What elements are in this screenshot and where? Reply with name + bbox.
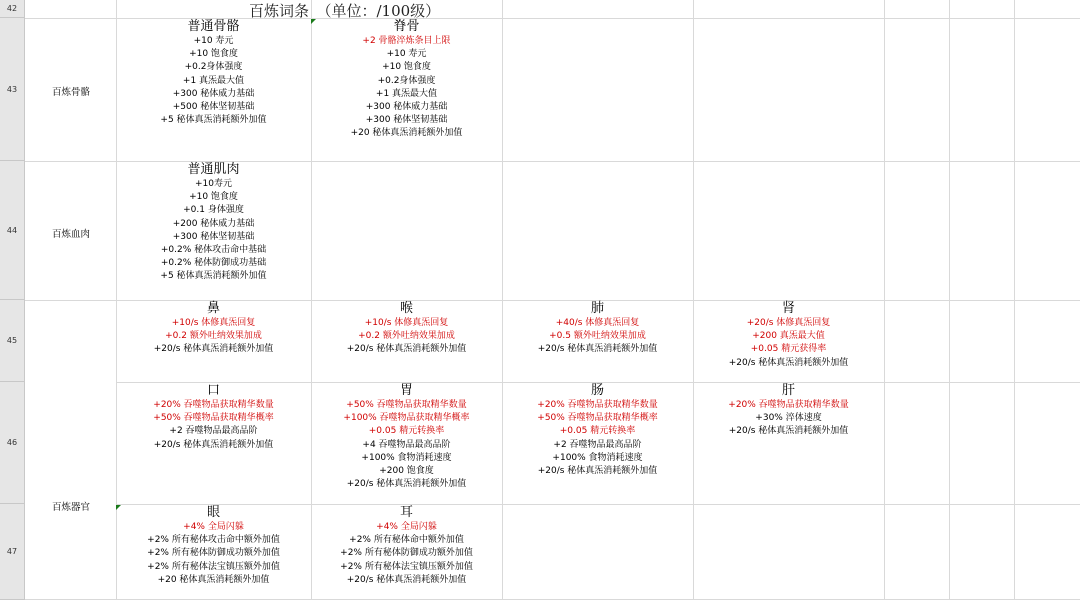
- cell-attribute-line: +4% 全局闪躲: [376, 522, 437, 532]
- cell-attribute-line: +300 秘体威力基础: [172, 88, 255, 99]
- cell-title: 肺: [590, 301, 604, 316]
- cell-normal-muscle[interactable]: [116, 162, 311, 284]
- cell-attribute-line: +300 秘体坚韧基础: [172, 231, 255, 242]
- cell-attribute-line: +2 吞噬物品最高品阶: [553, 439, 642, 450]
- cell-attribute-line: +1 真炁最大值: [182, 75, 245, 86]
- cell-attribute-line: +100% 食物消耗速度: [552, 452, 643, 463]
- cell-attribute-line: +2% 所有秘体法宝镇压额外加值: [340, 561, 473, 572]
- cell-attribute-line: +0.05 精元转换率: [559, 426, 636, 437]
- cell-lung[interactable]: [502, 301, 693, 357]
- cell-attribute-line: +0.2% 秘体防御成功基础: [160, 258, 267, 269]
- cell-intestine[interactable]: [502, 383, 693, 478]
- cell-attribute-line: +100% 食物消耗速度: [361, 452, 452, 463]
- cell-title: 胃: [399, 383, 413, 398]
- cell-attribute-line: +0.2 额外吐纳效果加成: [358, 331, 455, 342]
- cell-attribute-line: +20/s 秘体真炁消耗额外加值: [346, 574, 467, 585]
- cell-eye[interactable]: [116, 505, 311, 587]
- cell-attribute-line: +20 秘体真炁消耗额外加值: [350, 128, 463, 139]
- cell-title: 肝: [781, 383, 795, 398]
- cell-attribute-line: +20% 吞噬物品获取精华数量: [728, 400, 849, 410]
- cell-title: 鼻: [206, 301, 220, 316]
- cell-attribute-line: +0.2身体强度: [184, 62, 243, 73]
- cell-attribute-line: +10 饱食度: [189, 49, 238, 60]
- row-header-44[interactable]: 44: [0, 161, 25, 300]
- cell-title: 口: [206, 383, 220, 398]
- row-header-45[interactable]: 45: [0, 300, 25, 382]
- row-label-skeleton[interactable]: 百炼骨骼: [51, 87, 90, 98]
- cell-attribute-line: +20/s 秘体真炁消耗额外加值: [728, 426, 849, 437]
- cell-attribute-line: +0.05 精元获得率: [750, 344, 827, 355]
- row-label-flesh[interactable]: 百炼血肉: [51, 229, 90, 240]
- cell-attribute-line: +300 秘体威力基础: [365, 102, 448, 113]
- cell-attribute-line: +0.2 额外吐纳效果加成: [165, 331, 262, 342]
- cell-attribute-line: +2% 所有秘体命中额外加值: [349, 535, 464, 546]
- cell-stomach[interactable]: [311, 383, 502, 491]
- row-header-43[interactable]: 43: [0, 18, 25, 161]
- cell-attribute-line: +4% 全局闪躲: [183, 522, 244, 532]
- row-header-42[interactable]: 42: [0, 0, 25, 18]
- cell-attribute-line: +20/s 秘体真炁消耗额外加值: [346, 479, 467, 490]
- sheet-title[interactable]: 百炼词条 （单位：/100级）: [249, 2, 441, 20]
- cell-mouth[interactable]: [116, 383, 311, 452]
- cell-attribute-line: +20/s 秘体真炁消耗额外加值: [153, 439, 274, 450]
- cell-spine[interactable]: [311, 19, 502, 141]
- cell-throat[interactable]: [311, 301, 502, 357]
- cell-attribute-line: +50% 吞噬物品获取精华概率: [537, 413, 658, 424]
- cell-attribute-line: +50% 吞噬物品获取精华概率: [153, 413, 274, 424]
- cell-attribute-line: +20/s 秘体真炁消耗额外加值: [346, 344, 467, 355]
- cell-attribute-line: +5 秘体真炁消耗额外加值: [160, 115, 267, 126]
- cell-attribute-line: +50% 吞噬物品获取精华数量: [346, 400, 467, 410]
- cell-attribute-line: +10 饱食度: [382, 62, 431, 73]
- cell-attribute-line: +20% 吞噬物品获取精华数量: [153, 400, 274, 410]
- cell-kidney[interactable]: [693, 301, 884, 370]
- cell-attribute-line: +10 寿元: [193, 36, 234, 46]
- cell-attribute-line: +30% 淬体速度: [755, 413, 822, 424]
- cell-attribute-line: +200 真炁最大值: [752, 331, 825, 342]
- cell-attribute-line: +2 吞噬物品最高品阶: [169, 426, 258, 437]
- cell-attribute-line: +200 饱食度: [379, 466, 434, 477]
- cell-attribute-line: +0.2% 秘体攻击命中基础: [160, 245, 267, 256]
- cell-attribute-line: +10寿元: [195, 179, 232, 189]
- cell-attribute-line: +20/s 秘体真炁消耗额外加值: [537, 466, 658, 477]
- cell-attribute-line: +500 秘体坚韧基础: [172, 102, 255, 113]
- cell-attribute-line: +5 秘体真炁消耗额外加值: [160, 271, 267, 282]
- cell-normal-bone[interactable]: [116, 19, 311, 127]
- cell-attribute-line: +20/s 秘体真炁消耗额外加值: [153, 344, 274, 355]
- cell-attribute-line: +2% 所有秘体防御成功额外加值: [147, 548, 280, 559]
- cell-attribute-line: +2% 所有秘体攻击命中额外加值: [147, 535, 280, 546]
- cell-nose[interactable]: [116, 301, 311, 357]
- cell-attribute-line: +20/s 秘体真炁消耗额外加值: [537, 344, 658, 355]
- cell-title: 普通肌肉: [187, 162, 240, 177]
- cell-attribute-line: +1 真炁最大值: [375, 88, 438, 99]
- cell-attribute-line: +300 秘体坚韧基础: [365, 115, 448, 126]
- cell-attribute-line: +2% 所有秘体法宝镇压额外加值: [147, 561, 280, 572]
- row-header-46[interactable]: 46: [0, 382, 25, 504]
- cell-attribute-line: +0.5 额外吐纳效果加成: [549, 331, 646, 342]
- row-header-47[interactable]: 47: [0, 504, 25, 600]
- cell-attribute-line: +10 寿元: [386, 49, 427, 60]
- cell-attribute-line: +10/s 体修真炁回复: [171, 318, 256, 328]
- cell-attribute-line: +100% 吞噬物品获取精华概率: [343, 413, 470, 424]
- cell-attribute-line: +0.05 精元转换率: [368, 426, 445, 437]
- cell-title: 喉: [399, 301, 413, 316]
- cell-attribute-line: +4 吞噬物品最高品阶: [362, 439, 451, 450]
- cell-title: 眼: [206, 505, 220, 520]
- cell-liver[interactable]: [693, 383, 884, 439]
- cell-attribute-line: +10/s 体修真炁回复: [364, 318, 449, 328]
- cell-title: 耳: [399, 505, 413, 520]
- cell-attribute-line: +0.1 身体强度: [183, 205, 244, 216]
- cell-attribute-line: +20/s 体修真炁回复: [746, 318, 831, 328]
- cell-attribute-line: +10 饱食度: [189, 192, 238, 203]
- cell-ear[interactable]: [311, 505, 502, 587]
- cell-attribute-line: +2% 所有秘体防御成功额外加值: [340, 548, 473, 559]
- cell-title: 肾: [781, 301, 795, 316]
- cell-attribute-line: +200 秘体威力基础: [172, 218, 255, 229]
- cell-title: 普通骨骼: [187, 19, 240, 34]
- cell-attribute-line: +40/s 体修真炁回复: [555, 318, 640, 328]
- cell-attribute-line: +20/s 秘体真炁消耗额外加值: [728, 357, 849, 368]
- cell-attribute-line: +20% 吞噬物品获取精华数量: [537, 400, 658, 410]
- cell-attribute-line: +20 秘体真炁消耗额外加值: [157, 574, 270, 585]
- cell-attribute-line: +0.2身体强度: [377, 75, 436, 86]
- cell-title: 脊骨: [393, 19, 420, 34]
- row-label-organs[interactable]: 百炼器官: [51, 502, 90, 513]
- cell-title: 肠: [590, 383, 604, 398]
- cell-attribute-line: +2 骨骼淬炼条目上限: [362, 36, 451, 46]
